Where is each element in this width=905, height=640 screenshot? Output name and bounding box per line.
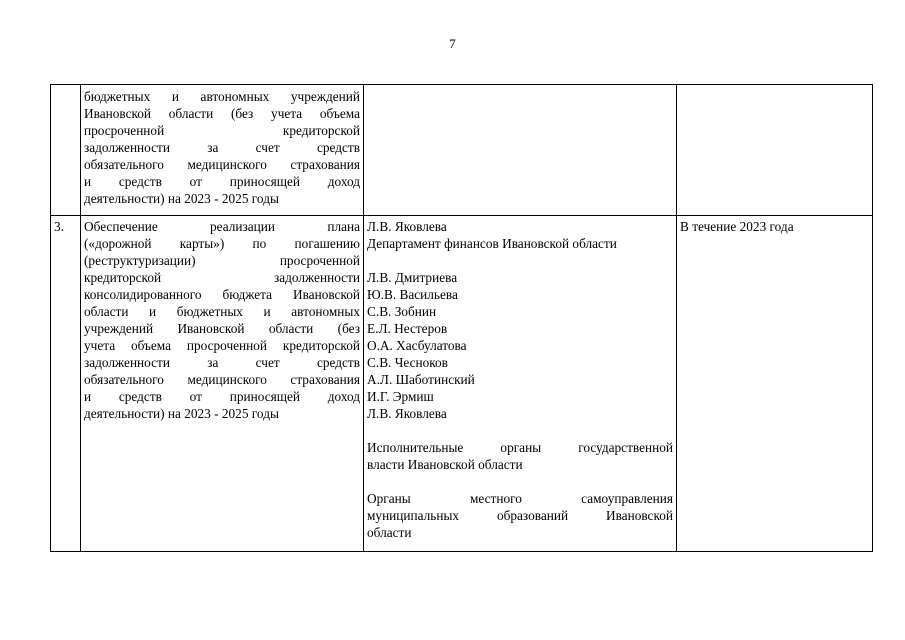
row-number-cell [51, 85, 81, 216]
responsible-person: О.А. Хасбулатова [367, 338, 467, 353]
description-line: просроченной кредиторской [84, 123, 360, 138]
lead-department: Департамент финансов Ивановской области [367, 236, 617, 251]
description-line: и средств от приносящей доход [84, 174, 360, 189]
table-row [51, 85, 873, 216]
responsible-person: Л.В. Дмитриева [367, 270, 458, 285]
description-line: («дорожной карты») по погашению [84, 236, 360, 251]
responsible-cell [364, 85, 677, 216]
responsible-person: Ю.В. Васильева [367, 287, 458, 302]
local-bodies: Органы местного самоуправления [367, 491, 673, 506]
responsible-person: С.В. Чесноков [367, 355, 448, 370]
table-row [51, 216, 873, 552]
description-line: деятельности) на 2023 - 2025 годы [84, 406, 279, 421]
measure-description-cell [81, 216, 364, 552]
description-line: Обеспечение реализации плана [84, 219, 360, 234]
deadline-cell: В течение 2023 года [677, 216, 873, 552]
page-number: 7 [449, 36, 456, 51]
description-line: учреждений Ивановской области (без [84, 321, 360, 336]
description-line: (реструктуризации) просроченной [84, 253, 360, 268]
description-line: консолидированного бюджета Ивановской [84, 287, 360, 302]
description-line: учета объема просроченной кредиторской [84, 338, 360, 353]
description-line: задолженности за счет средств [84, 355, 360, 370]
responsible-person: С.В. Зобнин [367, 304, 437, 319]
description-line: и средств от приносящей доход [84, 389, 360, 404]
local-bodies: области [367, 525, 412, 540]
responsible-person: Л.В. Яковлева [367, 406, 447, 421]
responsible-person: И.Г. Эрмиш [367, 389, 434, 404]
description-line: обязательного медицинского страхования [84, 157, 360, 172]
executive-bodies: Исполнительные органы государственной [367, 440, 673, 455]
description-line: кредиторской задолженности [84, 270, 360, 285]
deadline-cell [677, 85, 873, 216]
executive-bodies: власти Ивановской области [367, 457, 523, 472]
description-line: деятельности) на 2023 - 2025 годы [84, 191, 279, 206]
responsible-person: А.Л. Шаботинский [367, 372, 475, 387]
lead-person: Л.В. Яковлева [367, 219, 447, 234]
description-line: бюджетных и автономных учреждений [84, 89, 360, 104]
plan-table [50, 84, 873, 552]
responsible-cell [364, 216, 677, 552]
measure-description-cell [81, 85, 364, 216]
row-number-cell: 3. [51, 216, 81, 552]
description-line: обязательного медицинского страхования [84, 372, 360, 387]
description-line: Ивановской области (без учета объема [84, 106, 360, 121]
description-line: задолженности за счет средств [84, 140, 360, 155]
description-line: области и бюджетных и автономных [84, 304, 360, 319]
responsible-person: Е.Л. Нестеров [367, 321, 448, 336]
local-bodies: муниципальных образований Ивановской [367, 508, 673, 523]
